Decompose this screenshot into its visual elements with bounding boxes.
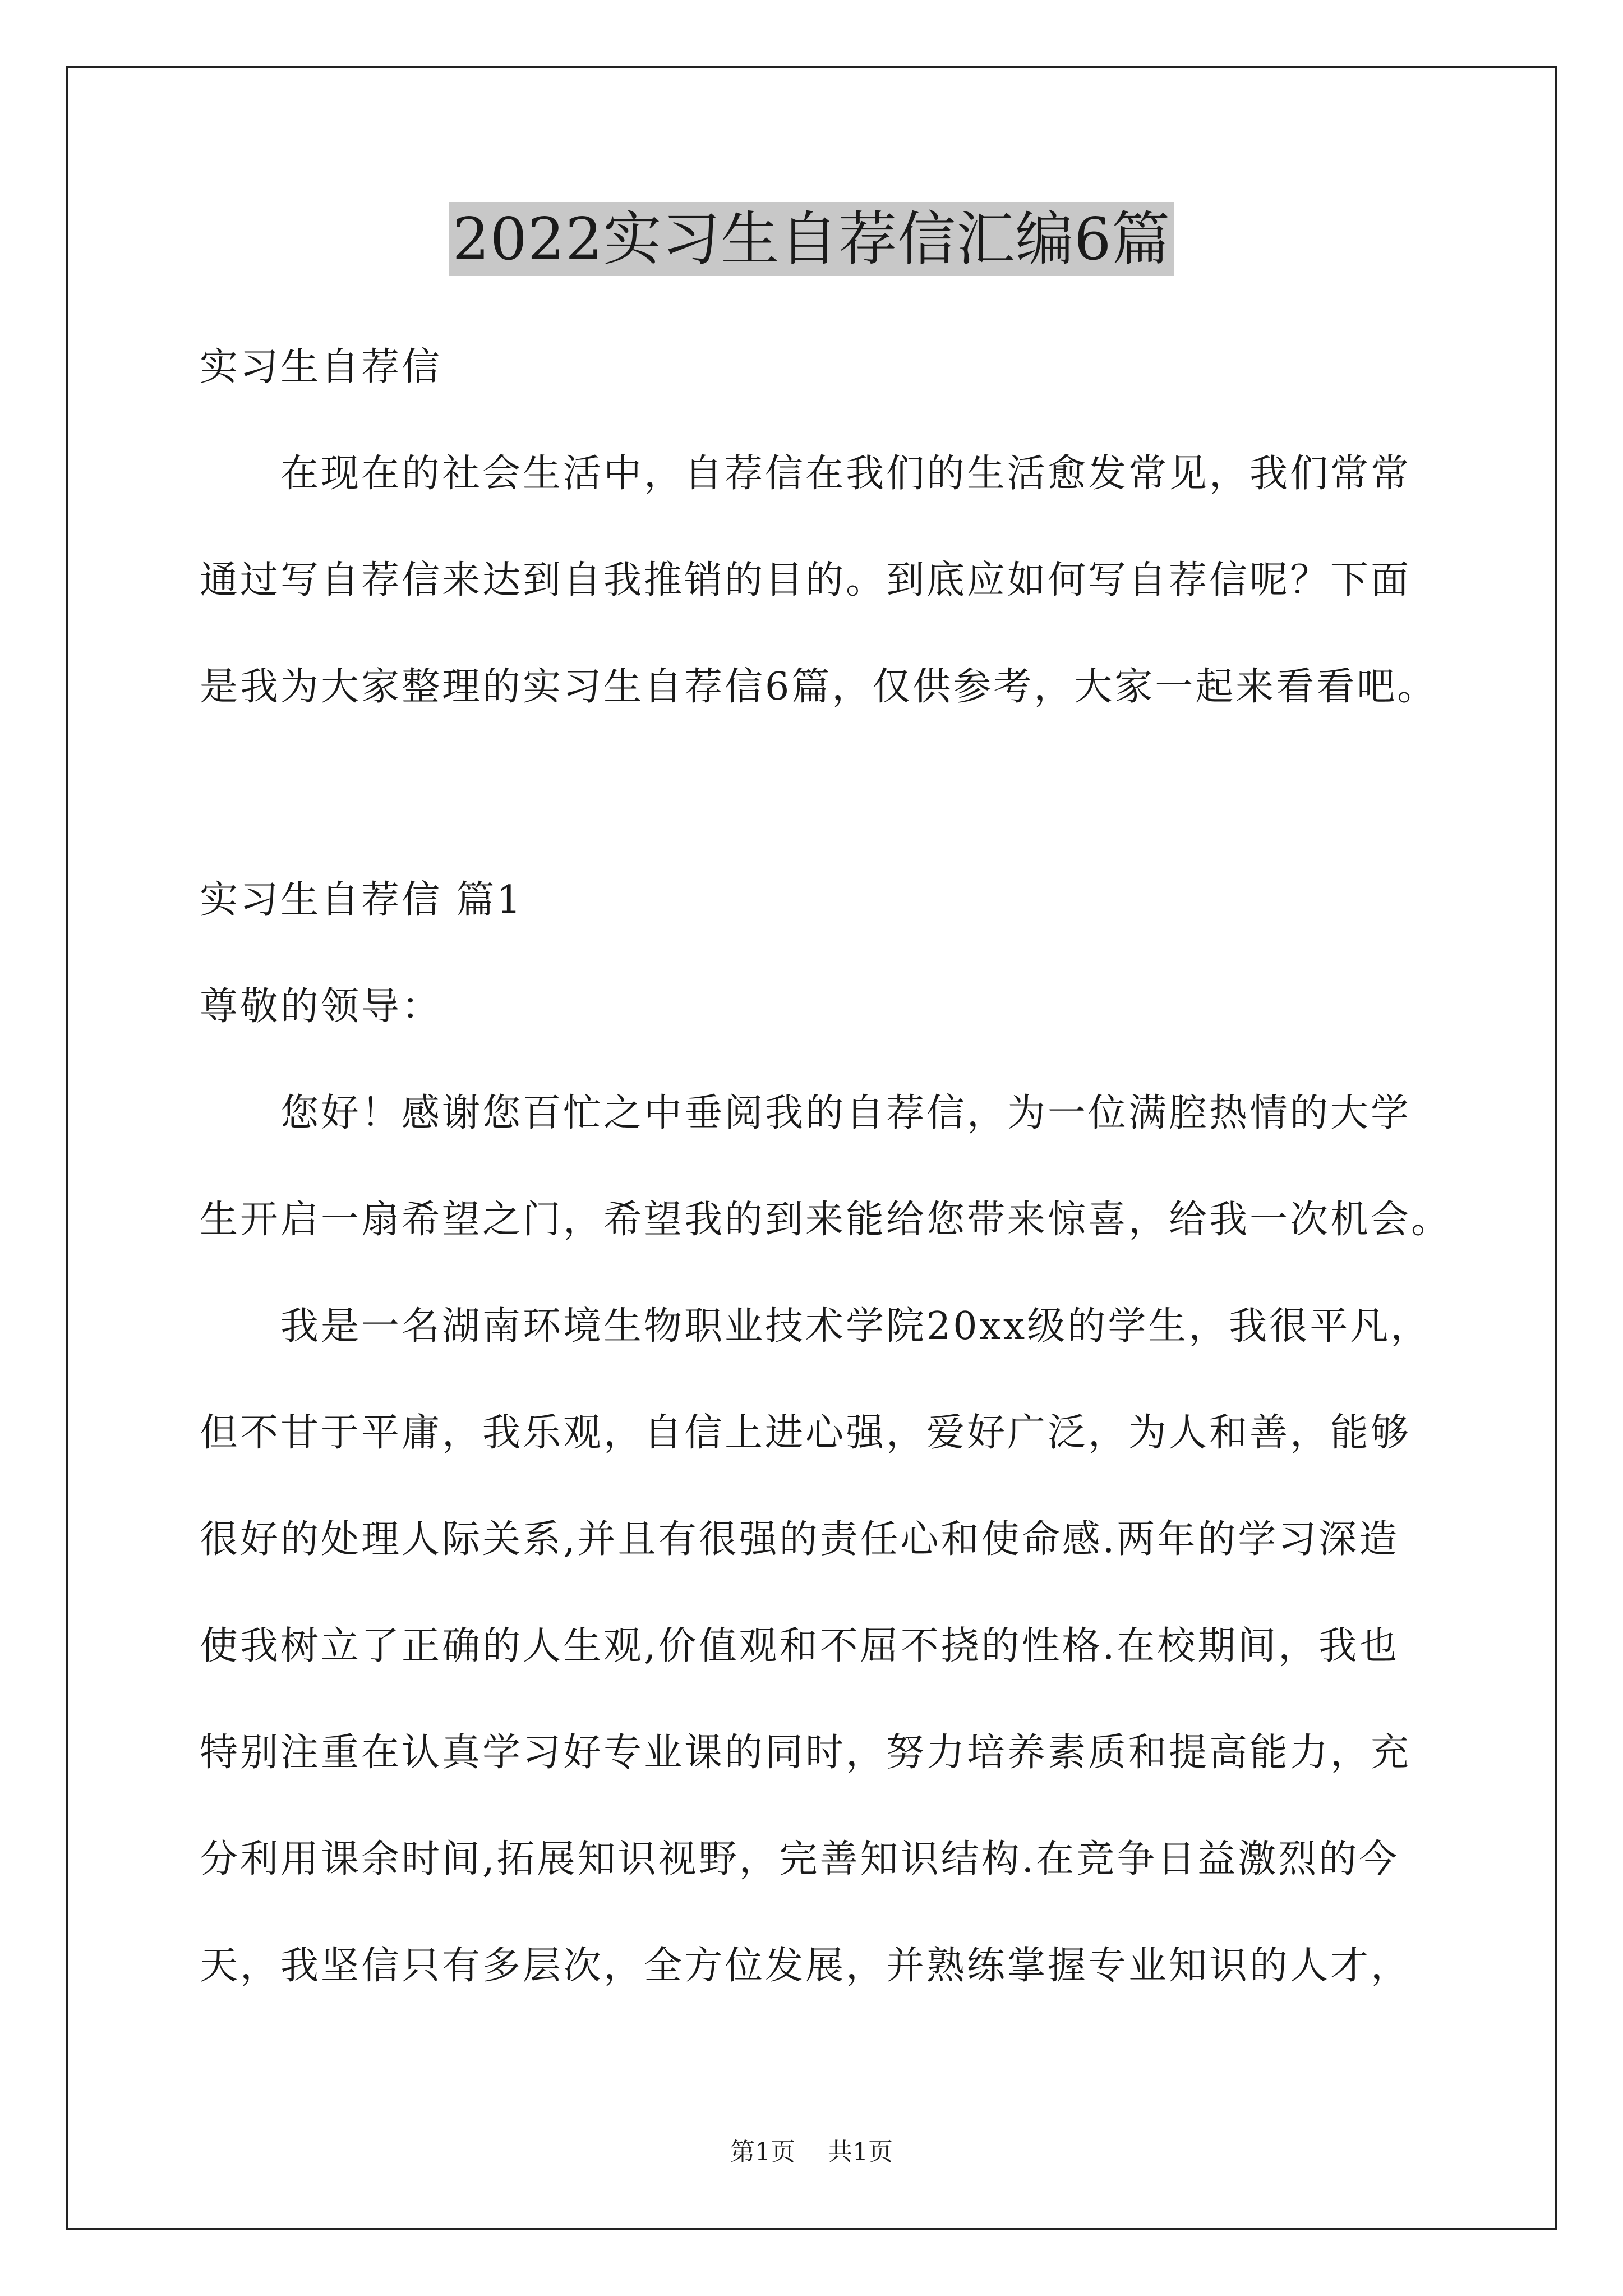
title-container [0,202,1623,276]
document-body [200,314,1452,2019]
text-line: 在现在的社会生活中，自荐信在我们的生活愈发常见，我们常常 [280,452,1412,496]
text-line: 通过写自荐信来达到自我推销的目的。到底应如何写自荐信呢？下面 [200,558,1412,602]
text-line: 生开启一扇希望之门，希望我的到来能给您带来惊喜，给我一次机会。 [200,1198,1452,1242]
text-line: 您好！感谢您百忙之中垂阅我的自荐信，为一位满腔热情的大学 [280,1091,1412,1135]
text-line: 很好的处理人际关系,并且有很强的责任心和使命感.两年的学习深造 [200,1517,1400,1562]
text-line: 实习生自荐信 [200,345,442,389]
text-line: 特别注重在认真学习好专业课的同时，努力培养素质和提高能力，充 [200,1731,1412,1775]
text-line: 天，我坚信只有多层次，全方位发展，并熟练掌握专业知识的人才， [200,1944,1412,1988]
text-line: 分利用课余时间,拓展知识视野，完善知识结构.在竞争日益激烈的今 [200,1837,1400,1881]
text-line: 我是一名湖南环境生物职业技术学院20xx级的学生，我很平凡， [280,1304,1431,1349]
document-title: 2022实习生自荐信汇编6篇 [449,202,1174,276]
text-line: 但不甘于平庸，我乐观，自信上进心强，爱好广泛，为人和善，能够 [200,1411,1412,1455]
text-line: 是我为大家整理的实习生自荐信6篇，仅供参考，大家一起来看看吧。 [200,665,1438,709]
text-line: 使我树立了正确的人生观,价值观和不屈不挠的性格.在校期间，我也 [200,1624,1400,1668]
text-line: 尊敬的领导： [200,984,442,1029]
page-footer [0,2132,1623,2168]
page-number: 第1页 [730,2138,795,2166]
page-total: 共1页 [828,2138,893,2166]
text-line: 实习生自荐信 篇1 [200,878,523,922]
